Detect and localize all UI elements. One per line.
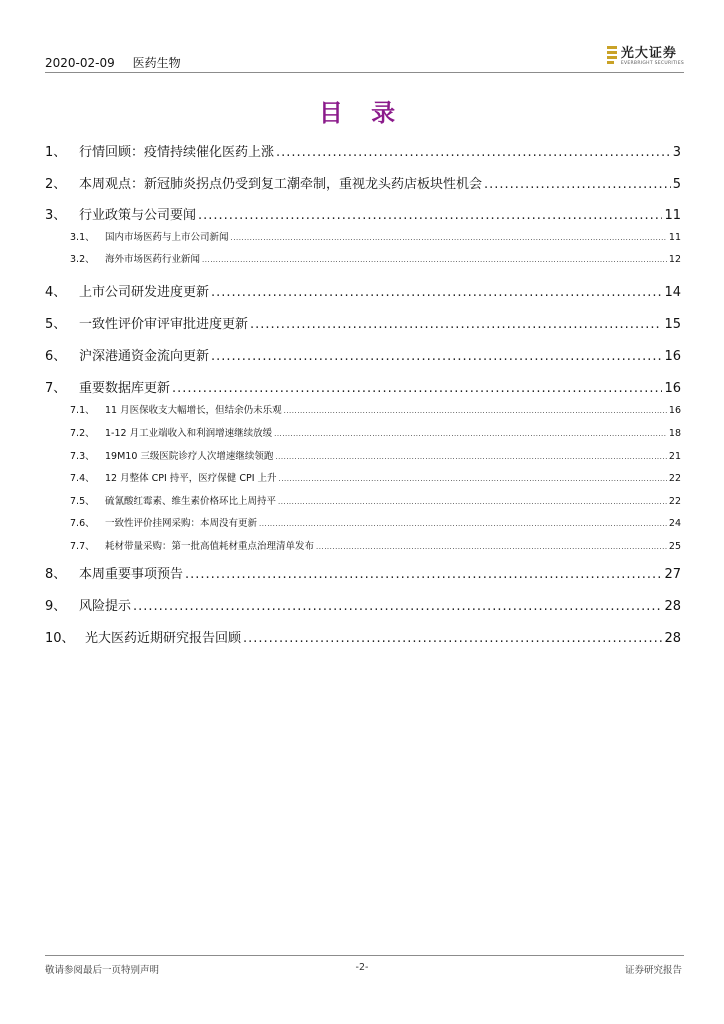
toc-entry-number: 3.2、 xyxy=(70,254,95,265)
toc-entry-page: 14 xyxy=(664,285,681,300)
toc-leader-dots xyxy=(211,285,662,300)
toc-entry-label: 光大医药近期研究报告回顾 xyxy=(85,631,242,646)
toc-subentry[interactable] xyxy=(70,402,681,416)
footer-divider xyxy=(45,955,684,956)
toc-title: 目 录 xyxy=(318,98,406,127)
toc-entry-number: 7.2、 xyxy=(70,428,95,439)
toc-subentry[interactable] xyxy=(70,251,681,265)
toc-entry-page: 18 xyxy=(668,428,681,439)
toc-leader-dots xyxy=(284,407,667,415)
toc-entry-label: 12 月整体 CPI 持平，医疗保健 CPI 上升 xyxy=(105,473,277,484)
toc-entry-page: 21 xyxy=(668,451,681,462)
footer-doc-type: 证券研究报告 xyxy=(624,965,682,976)
toc-entry-page: 28 xyxy=(664,599,681,614)
toc-entry[interactable] xyxy=(45,627,681,646)
toc-leader-dots xyxy=(484,177,671,192)
report-sector: 医药生物 xyxy=(132,56,181,70)
page-number: -2- xyxy=(355,962,369,973)
logo-text-en: EVERBRIGHT SECURITIES xyxy=(620,61,684,66)
logo-text-cn: 光大证券 xyxy=(620,46,677,61)
toc-subentry[interactable] xyxy=(70,448,681,462)
toc-entry[interactable] xyxy=(45,173,681,192)
toc-entry-page: 11 xyxy=(664,208,681,223)
everbright-logo xyxy=(607,46,684,70)
toc-entry-page: 24 xyxy=(668,518,681,529)
toc-entry-label: 风险提示 xyxy=(79,599,132,614)
toc-entry-label: 上市公司研发进度更新 xyxy=(79,285,210,300)
toc-entry[interactable] xyxy=(45,563,681,582)
toc-leader-dots xyxy=(276,145,671,160)
toc-entry[interactable] xyxy=(45,281,681,300)
toc-leader-dots xyxy=(275,453,667,461)
toc-leader-dots xyxy=(316,543,667,551)
toc-entry-number: 1、 xyxy=(45,145,67,160)
toc-entry-label: 本周重要事项预告 xyxy=(79,567,184,582)
toc-entry-page: 16 xyxy=(664,381,681,396)
toc-entry-number: 7.3、 xyxy=(70,451,95,462)
toc-entry-number: 3.1、 xyxy=(70,232,95,243)
toc-entry-label: 11 月医保收支大幅增长，但结余仍未乐观 xyxy=(105,405,282,416)
toc-leader-dots xyxy=(279,475,667,483)
toc-entry-page: 16 xyxy=(668,405,681,416)
toc-entry-number: 9、 xyxy=(45,599,67,614)
toc-entry-label: 海外市场医药行业新闻 xyxy=(105,254,201,265)
report-date: 2020-02-09 xyxy=(45,56,115,70)
toc-entry-page: 28 xyxy=(664,631,681,646)
toc-leader-dots xyxy=(259,520,667,528)
toc-entry-number: 7.5、 xyxy=(70,496,95,507)
toc-leader-dots xyxy=(250,317,662,332)
header-meta xyxy=(45,54,181,71)
toc-entry-page: 11 xyxy=(668,232,681,243)
toc-entry-number: 8、 xyxy=(45,567,67,582)
toc-entry-label: 本周观点：新冠肺炎拐点仍受到复工潮牵制，重视龙头药店板块性机会 xyxy=(79,177,483,192)
toc-leader-dots xyxy=(185,567,662,582)
toc-leader-dots xyxy=(278,498,667,506)
toc-entry[interactable] xyxy=(45,141,681,160)
toc-entry-label: 硫氰酸红霉素、维生素价格环比上周持平 xyxy=(105,496,277,507)
toc-leader-dots xyxy=(243,631,662,646)
toc-leader-dots xyxy=(231,234,667,242)
toc-entry-page: 12 xyxy=(668,254,681,265)
toc-entry-number: 5、 xyxy=(45,317,67,332)
toc-entry-label: 行业政策与公司要闻 xyxy=(79,208,197,223)
toc-entry-label: 国内市场医药与上市公司新闻 xyxy=(105,232,229,243)
logo-mark-icon xyxy=(607,46,617,66)
toc-entry-page: 25 xyxy=(668,541,681,552)
toc-entry-label: 一致性评价挂网采购：本周没有更新 xyxy=(105,518,258,529)
toc-subentry[interactable] xyxy=(70,425,681,439)
page-header xyxy=(45,44,684,74)
toc-entry-page: 22 xyxy=(668,473,681,484)
toc-subentry[interactable] xyxy=(70,470,681,484)
toc-entry-label: 行情回顾：疫情持续催化医药上涨 xyxy=(79,145,275,160)
footer-disclaimer: 敬请参阅最后一页特别声明 xyxy=(45,965,160,976)
toc-entry-page: 3 xyxy=(672,145,681,160)
toc-entry-number: 7.7、 xyxy=(70,541,95,552)
toc-entry-label: 重要数据库更新 xyxy=(79,381,171,396)
toc-entry-number: 7.6、 xyxy=(70,518,95,529)
header-divider xyxy=(45,72,684,73)
toc-leader-dots xyxy=(274,430,667,438)
toc-subentry[interactable] xyxy=(70,229,681,243)
toc-entry-label: 耗材带量采购：第一批高值耗材重点治理清单发布 xyxy=(105,541,315,552)
toc-entry[interactable] xyxy=(45,595,681,614)
toc-subentry[interactable] xyxy=(70,515,681,529)
toc-entry-label: 19M10 三级医院诊疗人次增速继续领跑 xyxy=(105,451,274,462)
toc-entry-number: 7、 xyxy=(45,381,67,396)
toc-subentry[interactable] xyxy=(70,538,681,552)
toc-entry[interactable] xyxy=(45,377,681,396)
toc-entry-label: 沪深港通资金流向更新 xyxy=(79,349,210,364)
toc-leader-dots xyxy=(202,256,667,264)
toc-entry-number: 7.4、 xyxy=(70,473,95,484)
toc-leader-dots xyxy=(198,208,662,223)
toc-entry-label: 1-12 月工业端收入和利润增速继续放缓 xyxy=(105,428,273,439)
toc-entry[interactable] xyxy=(45,313,681,332)
toc-entry-page: 5 xyxy=(672,177,681,192)
toc-leader-dots xyxy=(172,381,662,396)
toc-entry-page: 16 xyxy=(664,349,681,364)
toc-entry[interactable] xyxy=(45,204,681,223)
toc-subentry[interactable] xyxy=(70,493,681,507)
toc-entry-page: 27 xyxy=(664,567,681,582)
toc-entry[interactable] xyxy=(45,345,681,364)
toc-entry-number: 7.1、 xyxy=(70,405,95,416)
toc-entry-page: 22 xyxy=(668,496,681,507)
toc-leader-dots xyxy=(133,599,662,614)
toc-entry-number: 4、 xyxy=(45,285,67,300)
toc-entry-number: 10、 xyxy=(45,631,75,646)
toc-leader-dots xyxy=(211,349,662,364)
toc-entry-number: 3、 xyxy=(45,208,67,223)
toc-entry-number: 2、 xyxy=(45,177,67,192)
toc-entry-page: 15 xyxy=(664,317,681,332)
toc-entry-label: 一致性评价审评审批进度更新 xyxy=(79,317,249,332)
toc-entry-number: 6、 xyxy=(45,349,67,364)
